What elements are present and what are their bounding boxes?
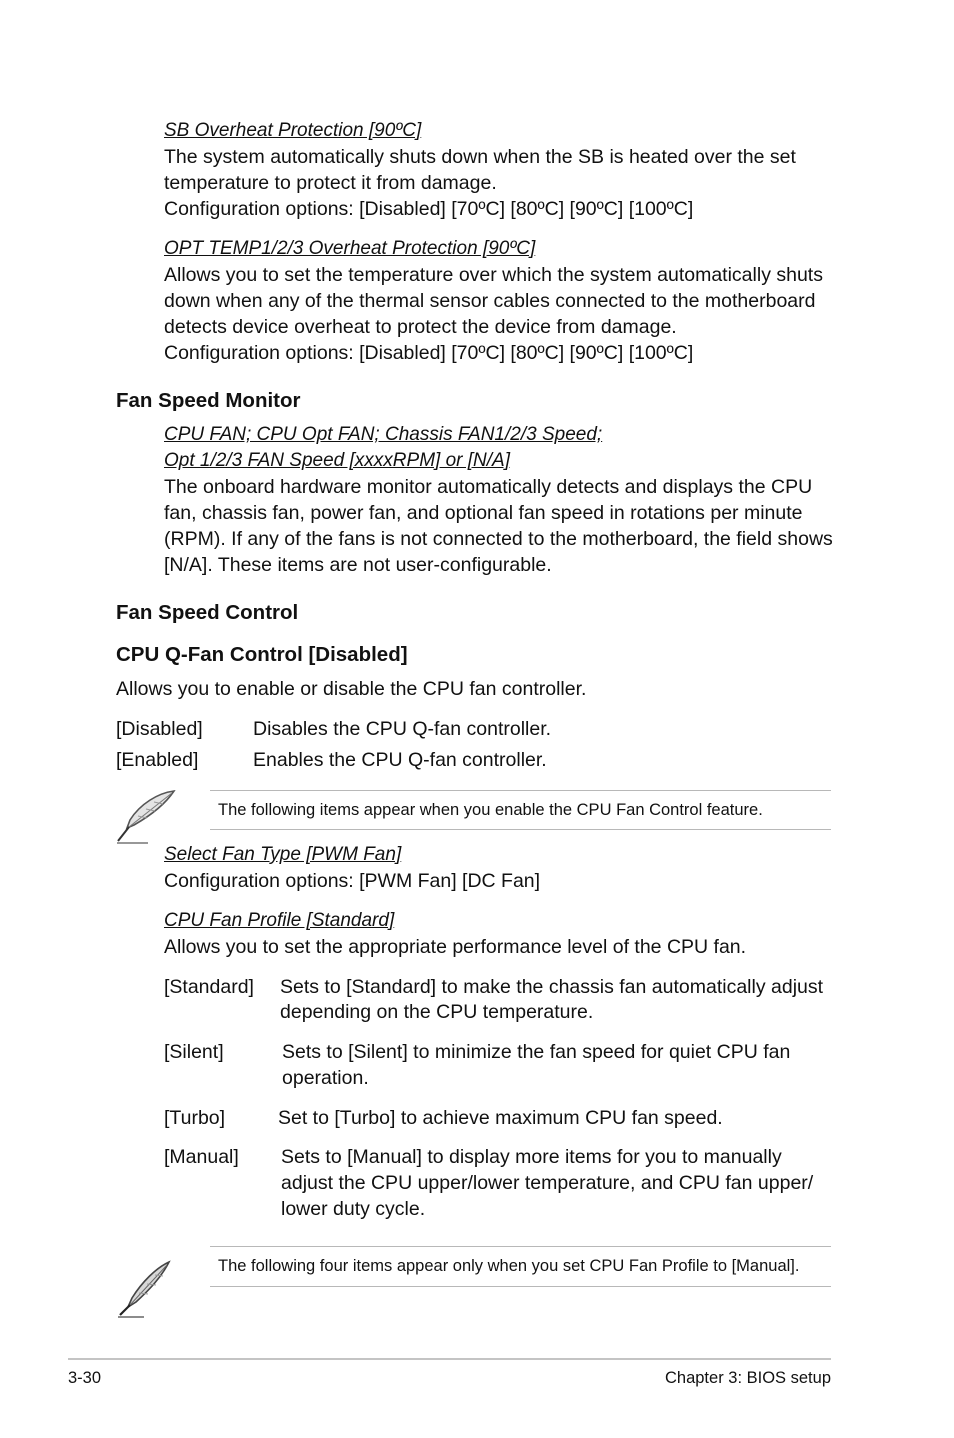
option-desc: Enables the CPU Q-fan controller. <box>253 749 547 771</box>
chapter-title: Chapter 3: BIOS setup <box>664 1369 831 1387</box>
page-number: 3-30 <box>68 1369 102 1387</box>
footer-rule <box>68 1358 831 1360</box>
fan-speed-monitor-desc-line: The onboard hardware monitor automatically detects and displays the CPU <box>164 476 813 498</box>
cpu-qfan-description: Allows you to enable or disable the CPU fan controller. <box>116 678 587 700</box>
fan-speed-monitor-heading: Fan Speed Monitor <box>116 389 301 412</box>
option-desc: depending on the CPU temperature. <box>280 1001 594 1023</box>
feather-pen-icon <box>114 788 180 846</box>
note-bottom-rule <box>210 1286 831 1287</box>
fan-speed-monitor-title: CPU FAN; CPU Opt FAN; Chassis FAN1/2/3 Speed; <box>164 424 603 445</box>
fan-speed-control-heading: Fan Speed Control <box>116 601 299 624</box>
sb-overheat-config: Configuration options: [Disabled] [70ºC] [80ºC] [90ºC] [100ºC] <box>164 198 694 220</box>
feather-pen-icon <box>114 1258 174 1320</box>
option-key: [Disabled] <box>116 718 203 740</box>
opt-overheat-desc-line: detects device overheat to protect the device from damage. <box>164 316 677 338</box>
option-desc: Sets to [Manual] to display more items for you to manually <box>281 1146 782 1168</box>
option-desc: lower duty cycle. <box>281 1198 426 1220</box>
cpu-fan-profile-desc: Allows you to set the appropriate performance level of the CPU fan. <box>164 936 747 958</box>
option-key: [Silent] <box>164 1041 224 1063</box>
sb-overheat-desc-line: The system automatically shuts down when the SB is heated over the set <box>164 146 796 168</box>
option-desc: Set to [Turbo] to achieve maximum CPU fan speed. <box>278 1107 723 1129</box>
option-key: [Standard] <box>164 976 254 998</box>
option-key: [Enabled] <box>116 749 199 771</box>
sb-overheat-title: SB Overheat Protection [90ºC] <box>164 120 422 141</box>
option-desc: Sets to [Silent] to minimize the fan speed for quiet CPU fan <box>282 1041 791 1063</box>
option-key: [Turbo] <box>164 1107 226 1129</box>
select-fan-type-title: Select Fan Type [PWM Fan] <box>164 844 402 865</box>
option-key: [Manual] <box>164 1146 239 1168</box>
cpu-qfan-heading: CPU Q-Fan Control [Disabled] <box>116 643 408 666</box>
fan-speed-monitor-title: Opt 1/2/3 FAN Speed [xxxxRPM] or [N/A] <box>164 450 510 471</box>
select-fan-type-config: Configuration options: [PWM Fan] [DC Fan] <box>164 870 541 892</box>
opt-overheat-desc-line: Allows you to set the temperature over which the system automatically shuts <box>164 264 823 286</box>
note-text: The following four items appear only when you set CPU Fan Profile to [Manual]. <box>218 1257 800 1275</box>
option-desc: Disables the CPU Q-fan controller. <box>253 718 552 740</box>
fan-speed-monitor-desc-line: [N/A]. These items are not user-configurable. <box>164 554 552 576</box>
fan-speed-monitor-desc-line: (RPM). If any of the fans is not connected to the motherboard, the field shows <box>164 528 833 550</box>
opt-overheat-title: OPT TEMP1/2/3 Overheat Protection [90ºC] <box>164 238 536 259</box>
option-desc: Sets to [Standard] to make the chassis fan automatically adjust <box>280 976 824 998</box>
option-desc: adjust the CPU upper/lower temperature, and CPU fan upper/ <box>281 1172 814 1194</box>
note-bottom-rule <box>210 829 831 830</box>
note-top-rule <box>210 1246 831 1247</box>
option-desc: operation. <box>282 1067 369 1089</box>
opt-overheat-desc-line: down when any of the thermal sensor cables connected to the motherboard <box>164 290 816 312</box>
fan-speed-monitor-desc-line: fan, chassis fan, power fan, and optional fan speed in rotations per minute <box>164 502 803 524</box>
sb-overheat-desc-line: temperature to protect it from damage. <box>164 172 497 194</box>
note-top-rule <box>210 790 831 791</box>
note-text: The following items appear when you enable the CPU Fan Control feature. <box>218 801 763 819</box>
opt-overheat-config: Configuration options: [Disabled] [70ºC] [80ºC] [90ºC] [100ºC] <box>164 342 694 364</box>
cpu-fan-profile-title: CPU Fan Profile [Standard] <box>164 910 395 931</box>
